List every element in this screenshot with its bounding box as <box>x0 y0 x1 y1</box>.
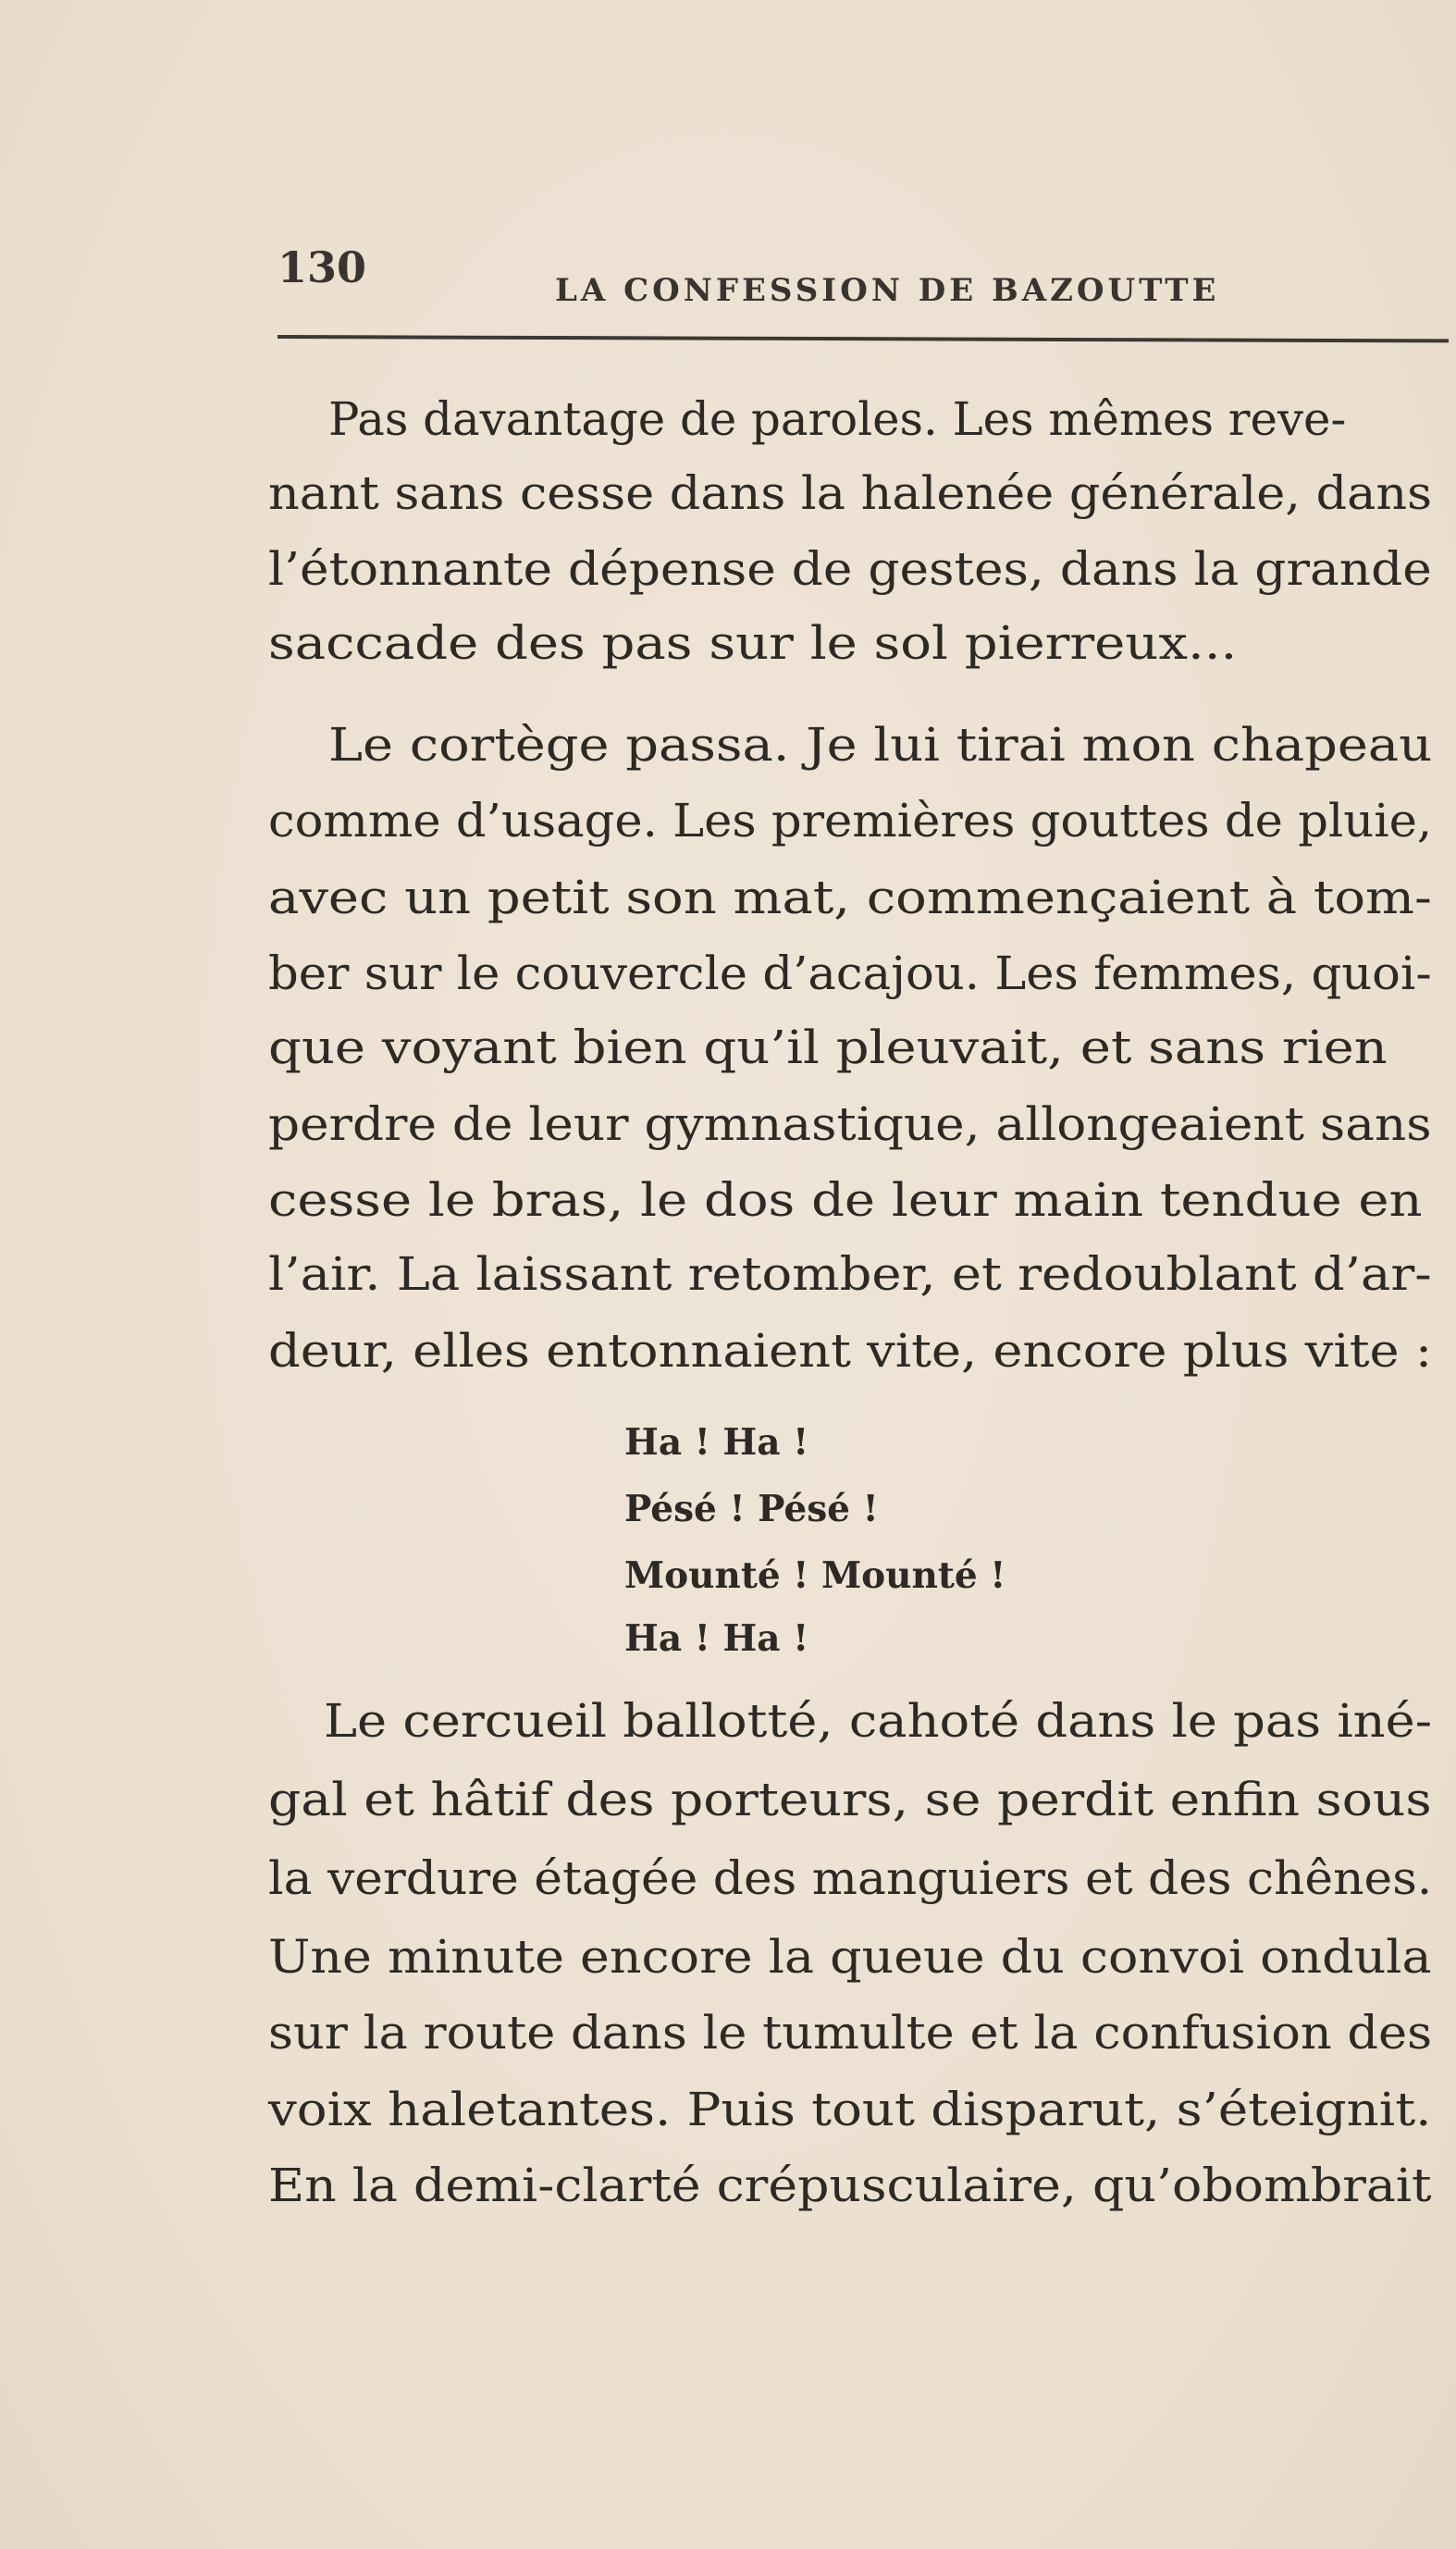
verse-line-1: Ha ! Ha ! <box>624 1421 809 1464</box>
paragraph-3-line-6: voix haletantes. Puis tout disparut, s’éteignit. <box>268 2083 1432 2136</box>
paragraph-2-line-7: cesse le bras, le dos de leur main tendue en <box>268 1173 1423 1227</box>
paragraph-1-line-4: saccade des pas sur le sol pierreux... <box>268 616 1238 670</box>
verse-line-2: Pésé ! Pésé ! <box>624 1488 879 1530</box>
paragraph-2-line-2: comme d’usage. Les premières gouttes de pluie, <box>268 794 1433 848</box>
page-number: 130 <box>278 242 367 292</box>
paragraph-2-line-4: ber sur le couvercle d’acajou. Les femmes, quoi- <box>268 947 1432 1000</box>
paragraph-2-line-5: que voyant bien qu’il pleuvait, et sans rien <box>268 1021 1388 1074</box>
verse-line-4: Ha ! Ha ! <box>624 1617 809 1660</box>
header-rule <box>278 335 1449 342</box>
paragraph-3-line-5: sur la route dans le tumulte et la confusion des <box>268 2006 1433 2060</box>
paragraph-1-line-2: nant sans cesse dans la halenée générale, dans <box>268 466 1433 520</box>
paragraph-2-line-9: deur, elles entonnaient vite, encore plus vite : <box>268 1324 1433 1378</box>
paragraph-3-line-2: gal et hâtif des porteurs, se perdit enfin sous <box>268 1773 1432 1826</box>
paragraph-2-line-6: perdre de leur gymnastique, allongeaient sans <box>268 1097 1432 1151</box>
paragraph-2-line-1: Le cortège passa. Je lui tirai mon chapeau <box>328 718 1433 772</box>
paragraph-3-line-4: Une minute encore la queue du convoi ondula <box>268 1930 1432 1984</box>
paragraph-3-line-3: la verdure étagée des manguiers et des chênes. <box>268 1851 1433 1905</box>
verse-line-3: Mounté ! Mounté ! <box>624 1554 1006 1597</box>
paragraph-1-line-3: l’étonnante dépense de gestes, dans la grande <box>268 542 1432 596</box>
paragraph-2-line-3: avec un petit son mat, commençaient à tom- <box>268 871 1432 924</box>
paragraph-3-line-1: Le cercueil ballotté, cahoté dans le pas iné- <box>324 1694 1433 1748</box>
paragraph-1-line-1: Pas davantage de paroles. Les mêmes reve- <box>328 392 1347 446</box>
running-title: LA CONFESSION DE BAZOUTTE <box>555 272 1220 309</box>
paragraph-3-line-7: En la demi-clarté crépusculaire, qu’obombrait <box>268 2159 1432 2212</box>
running-head <box>278 242 1456 316</box>
paragraph-2-line-8: l’air. La laissant retomber, et redoublant d’ar- <box>268 1247 1432 1301</box>
